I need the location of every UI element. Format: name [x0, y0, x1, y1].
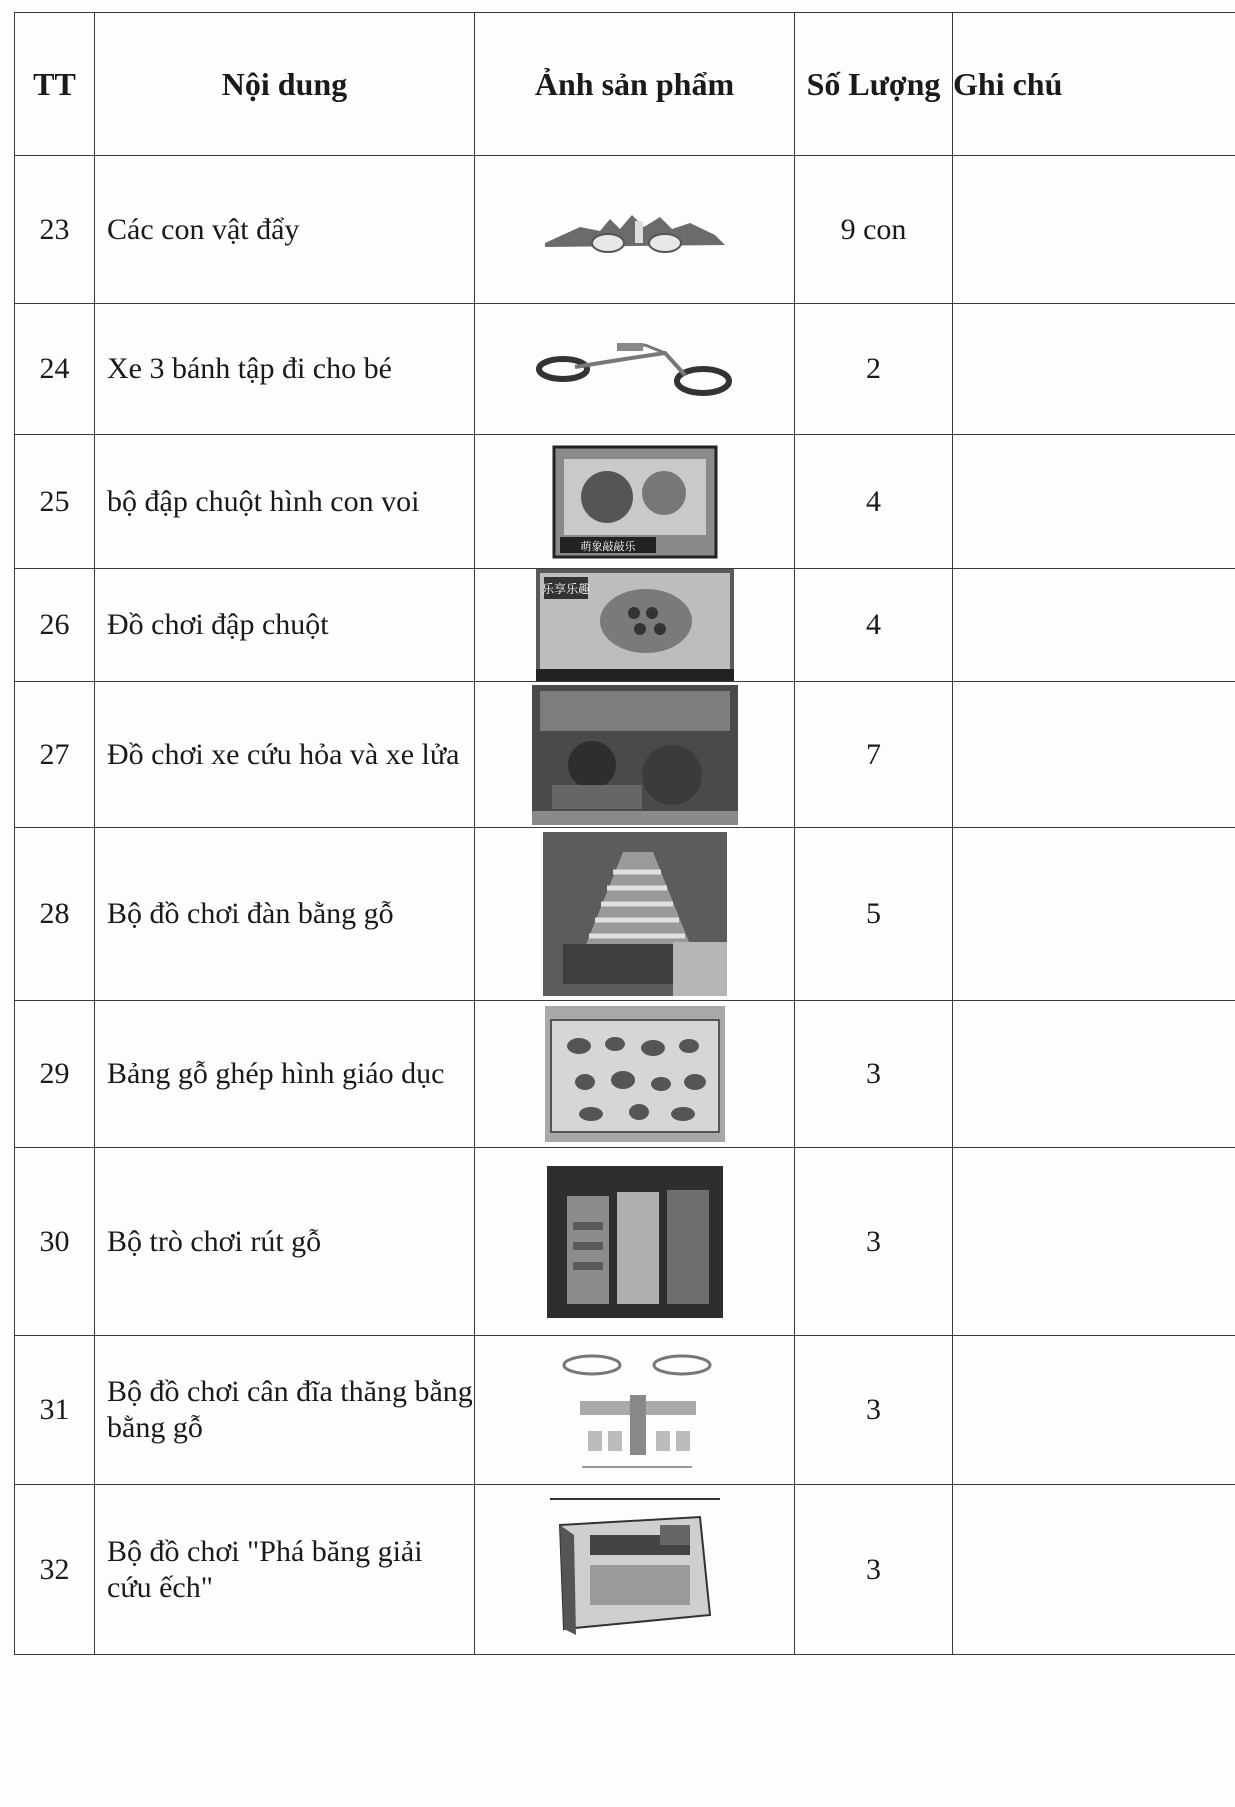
table-row: [15, 1485, 1235, 1655]
row-note: [953, 1336, 1235, 1485]
row-qty: 5: [795, 828, 953, 1001]
row-note: [953, 1148, 1235, 1336]
table-row: [15, 828, 1235, 1001]
row-content: Các con vật đẩy: [95, 156, 475, 304]
row-content: Bộ đồ chơi cân đĩa thăng bằng bằng gỗ: [95, 1336, 475, 1485]
wooden-puzzle-board-icon: [545, 1006, 725, 1142]
row-image: [475, 1001, 795, 1148]
row-image: [475, 1148, 795, 1336]
row-note: [953, 1485, 1235, 1655]
row-qty: 3: [795, 1485, 953, 1655]
row-image: [475, 682, 795, 828]
row-content: Bộ đồ chơi đàn bằng gỗ: [95, 828, 475, 1001]
header-image: Ảnh sản phẩm: [475, 13, 795, 156]
row-image: [475, 156, 795, 304]
row-qty: 3: [795, 1148, 953, 1336]
header-tt: TT: [15, 13, 95, 156]
row-content: Bộ trò chơi rút gỗ: [95, 1148, 475, 1336]
fire-truck-train-icon: [532, 685, 738, 825]
header-qty: Số Lượng: [795, 13, 953, 156]
ice-breaking-game-box-icon: [550, 1495, 720, 1645]
row-content: bộ đập chuột hình con voi: [95, 435, 475, 569]
product-table: [14, 12, 1235, 1655]
row-number: 27: [15, 682, 95, 828]
row-number: 30: [15, 1148, 95, 1336]
tricycle-icon: [535, 339, 735, 399]
box-caption: 乐享乐趣: [541, 582, 590, 596]
row-number: 25: [15, 435, 95, 569]
row-number: 29: [15, 1001, 95, 1148]
row-note: [953, 569, 1235, 682]
table-row: [15, 435, 1235, 569]
row-number: 24: [15, 304, 95, 435]
wooden-block-tower-icon: [547, 1166, 723, 1318]
row-qty: 7: [795, 682, 953, 828]
row-note: [953, 682, 1235, 828]
row-number: 32: [15, 1485, 95, 1655]
row-qty: 3: [795, 1001, 953, 1148]
row-note: [953, 828, 1235, 1001]
row-qty: 9 con: [795, 156, 953, 304]
header-note: Ghi chú: [953, 13, 1235, 156]
row-content: Bộ đồ chơi "Phá băng giải cứu ếch": [95, 1485, 475, 1655]
row-image: [475, 304, 795, 435]
row-note: [953, 435, 1235, 569]
row-qty: 3: [795, 1336, 953, 1485]
row-number: 23: [15, 156, 95, 304]
row-content: Đồ chơi đập chuột: [95, 569, 475, 682]
elephant-whack-box-icon: [552, 445, 718, 559]
table-row: [15, 682, 1235, 828]
header-content: Nội dung: [95, 13, 475, 156]
push-animals-icon: [540, 205, 730, 255]
row-content: Xe 3 bánh tập đi cho bé: [95, 304, 475, 435]
row-qty: 4: [795, 435, 953, 569]
table-row: [15, 156, 1235, 304]
row-number: 26: [15, 569, 95, 682]
row-image: [475, 569, 795, 682]
row-image: [475, 1485, 795, 1655]
table-row: [15, 1148, 1235, 1336]
row-qty: 4: [795, 569, 953, 682]
header-row: [15, 13, 1235, 156]
table-row: [15, 1336, 1235, 1485]
balance-scale-toy-icon: [552, 1345, 718, 1475]
table-row: [15, 1001, 1235, 1148]
row-image: [475, 435, 795, 569]
row-number: 28: [15, 828, 95, 1001]
row-image: [475, 828, 795, 1001]
row-content: Bảng gỗ ghép hình giáo dục: [95, 1001, 475, 1148]
wooden-xylophone-icon: [543, 832, 727, 996]
row-image: [475, 1336, 795, 1485]
row-note: [953, 156, 1235, 304]
row-note: [953, 1001, 1235, 1148]
table-row: [15, 304, 1235, 435]
whack-a-mole-box-icon: [536, 569, 734, 681]
row-qty: 2: [795, 304, 953, 435]
row-content: Đồ chơi xe cứu hỏa và xe lửa: [95, 682, 475, 828]
row-number: 31: [15, 1336, 95, 1485]
box-caption: 萌象敲敲乐: [580, 539, 635, 553]
table-row: [15, 569, 1235, 682]
row-note: [953, 304, 1235, 435]
